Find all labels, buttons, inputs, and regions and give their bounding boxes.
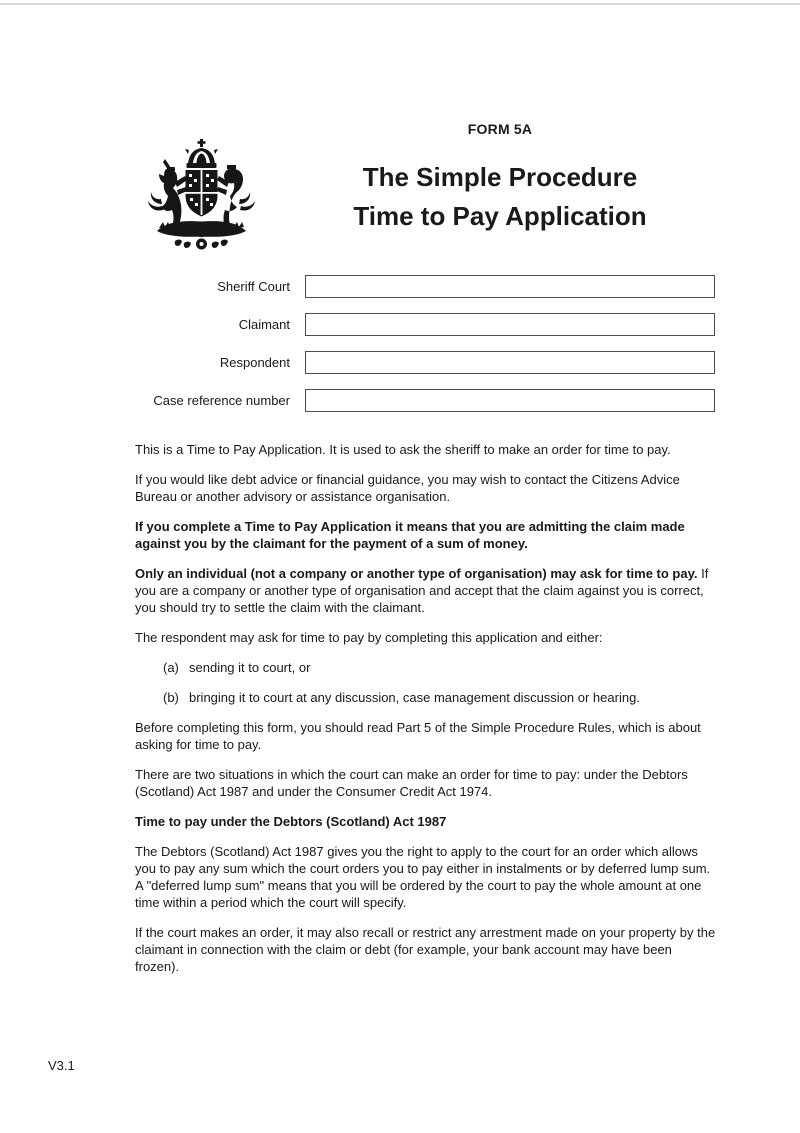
case-reference-number-label: Case reference number — [153, 393, 290, 408]
paragraph-individual-only-rest: If you are a company or another type of organisation and accept that the claim against you is correct, you should try to settle the claim with the claimant. — [135, 566, 709, 615]
list-item-a — [135, 659, 719, 676]
list-item-a-label: (a) — [163, 660, 179, 675]
page-top-border — [0, 3, 800, 5]
section-heading-debtors-act: Time to pay under the Debtors (Scotland) Act 1987 — [135, 814, 447, 829]
page-title-line2: Time to Pay Application — [353, 201, 647, 231]
respondent-label: Respondent — [219, 355, 290, 370]
paragraph-before-completing: Before completing this form, you should read Part 5 of the Simple Procedure Rules, which is about asking for time to pay. — [135, 720, 701, 752]
sheriff-court-label: Sheriff Court — [217, 279, 290, 294]
form-guidance-text — [135, 441, 719, 988]
field-row-claimant — [85, 313, 715, 336]
form-number-label: FORM 5A — [467, 121, 533, 137]
paragraph-individual-only-bold: Only an individual (not a company or another type of organisation) may ask for time to pay. — [135, 566, 698, 581]
field-row-case-reference-number — [85, 389, 715, 412]
field-row-respondent — [85, 351, 715, 374]
paragraph-intro: This is a Time to Pay Application. It is used to ask the sheriff to make an order for time to pay. — [135, 442, 671, 457]
paragraph-debtors-act-details: The Debtors (Scotland) Act 1987 gives you the right to apply to the court for an order which allows you to pay any sum which the court orders you to pay either in instalments or by deferred lump sum. A "deferred lump sum" means that you will be ordered by the court to pay the whole amount at one time within a period which the court will specify. — [135, 844, 711, 910]
paragraph-admitting-claim: If you complete a Time to Pay Application it means that you are admitting the claim made against you by the claimant for the payment of a sum of money. — [135, 519, 685, 551]
list-item-b-text: bringing it to court at any discussion, case management discussion or hearing. — [189, 690, 640, 705]
case-reference-number-input[interactable] — [305, 389, 715, 412]
claimant-input[interactable] — [305, 313, 715, 336]
page-title — [275, 158, 725, 236]
paragraph-debt-advice: If you would like debt advice or financial guidance, you may wish to contact the Citizens Advice Bureau or another advisory or assistance organisation. — [135, 472, 680, 504]
list-item-b-label: (b) — [163, 690, 179, 705]
page-title-line1: The Simple Procedure — [362, 162, 638, 192]
claimant-label: Claimant — [238, 317, 290, 332]
royal-coat-of-arms-icon — [139, 138, 265, 252]
paragraph-individual-only — [135, 565, 719, 616]
sheriff-court-input[interactable] — [305, 275, 715, 298]
paragraph-arrestment: If the court makes an order, it may also recall or restrict any arrestment made on your property by the claimant in connection with the claim or debt (for example, your bank account may have been frozen). — [135, 925, 716, 974]
paragraph-two-situations: There are two situations in which the court can make an order for time to pay: under the Debtors (Scotland) Act 1987 and under the Consumer Credit Act 1974. — [135, 767, 688, 799]
list-item-a-text: sending it to court, or — [189, 660, 311, 675]
field-row-sheriff-court — [85, 275, 715, 298]
list-item-b — [135, 689, 719, 706]
paragraph-respondent-may-ask: The respondent may ask for time to pay by completing this application and either: — [135, 630, 603, 645]
respondent-input[interactable] — [305, 351, 715, 374]
version-label: V3.1 — [48, 1058, 75, 1073]
case-details-fields — [85, 275, 715, 427]
